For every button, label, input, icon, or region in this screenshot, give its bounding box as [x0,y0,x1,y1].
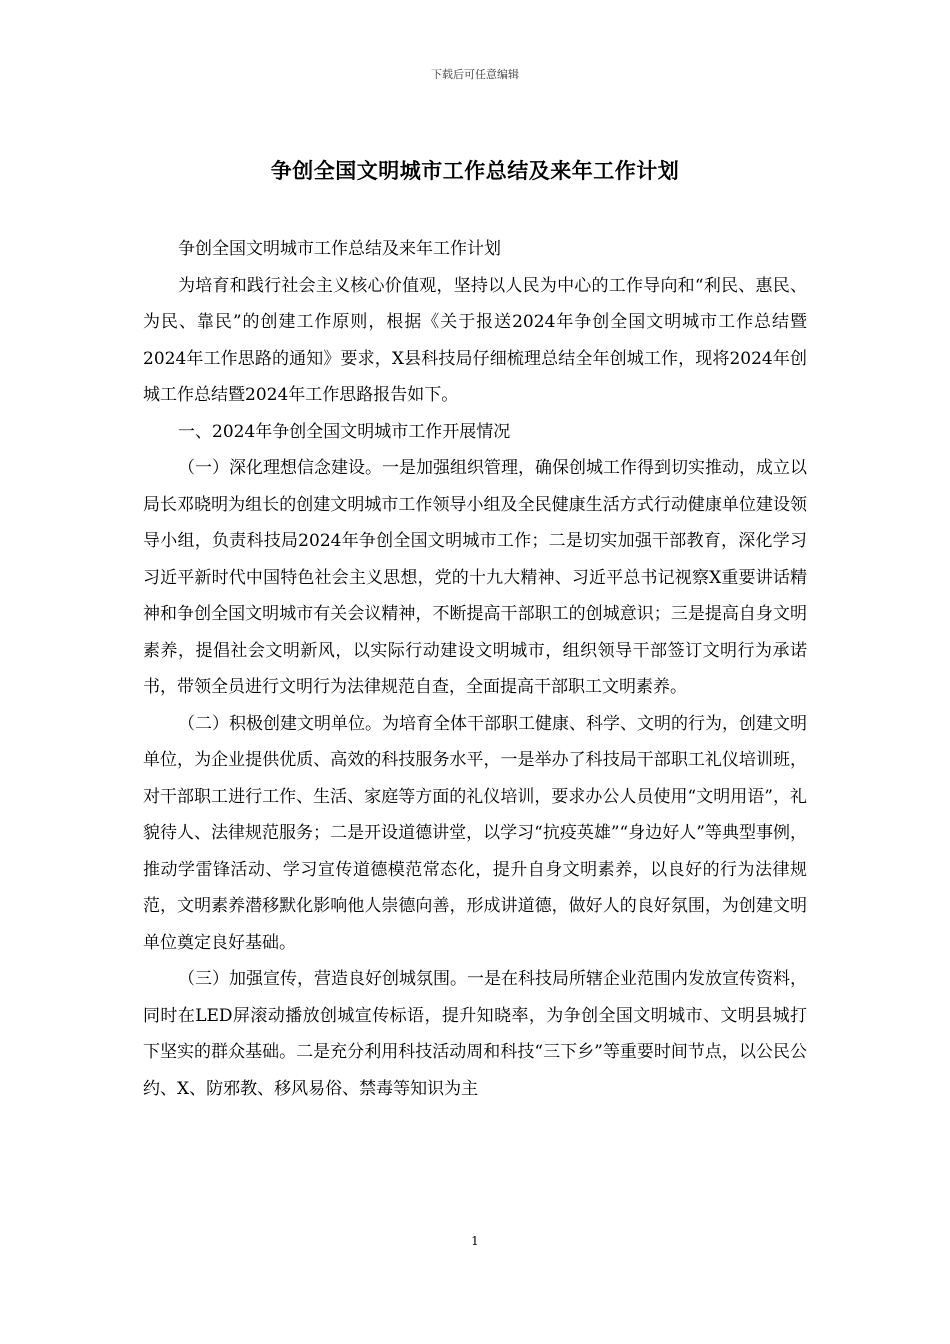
section-heading: 一、2024年争创全国文明城市工作开展情况 [178,421,511,442]
document-body [143,231,807,1107]
document-title: 争创全国文明城市工作总结及来年工作计划 [270,159,680,183]
paragraph-item-2: （二）积极创建文明单位。为培育全体干部职工健康、科学、文明的行为，创建文明单位，为企业提供优质、高效的科技服务水平，一是举办了科技局干部职工礼仪培训班，对干部职工进行工作、生活、家庭等方面的礼仪培训，要求办公人员使用“文明用语”，礼貌待人、法律规范服务；二是开设道德讲堂，以学习“抗疫英雄”“身边好人”等典型事例，推动学雷锋活动、学习宣传道德模范常态化，提升自身文明素养，以良好的行为法律规范，文明素养潜移默化影响他人崇德向善，形成讲道德，做好人的良好氛围，为创建文明单位奠定良好基础。 [143,713,807,953]
paragraph-subtitle: 争创全国文明城市工作总结及来年工作计划 [178,239,501,259]
paragraph-intro: 为培育和践行社会主义核心价值观，坚持以人民为中心的工作导向和“利民、惠民、为民、靠民”的创建工作原则，根据《关于报送2024年争创全国文明城市工作总结暨2024年工作思路的通知》要求，X县科技局仔细梳理总结全年创城工作，现将2024年创城工作总结暨2024年工作思路报告如下。 [143,275,807,405]
paragraph-item-1: （一）深化理想信念建设。一是加强组织管理，确保创城工作得到切实推动，成立以局长邓晓明为组长的创建文明城市工作领导小组及全民健康生活方式行动健康单位建设领导小组，负责科技局2024年争创全国文明城市工作；二是切实加强干部教育，深化学习习近平新时代中国特色社会主义思想，党的十九大精神、习近平总书记视察X重要讲话精神和争创全国文明城市有关会议精神，不断提高干部职工的创城意识；三是提高自身文明素养，提倡社会文明新风，以实际行动建设文明城市，组织领导干部签订文明行为承诺书，带领全员进行文明行为法律规范自查，全面提高干部职工文明素养。 [143,458,807,697]
page-number: 1 [471,1234,479,1248]
header-note: 下载后可任意编辑 [431,68,519,81]
paragraph-item-3: （三）加强宣传，营造良好创城氛围。一是在科技局所辖企业范围内发放宣传资料，同时在LED屏滚动播放创城宣传标语，提升知晓率，为争创全国文明城市、文明县城打下坚实的群众基础。二是充分利用科技活动周和科技“三下乡”等重要时间节点，以公民公约、X、防邪教、移风易俗、禁毒等知识为主 [143,969,807,1099]
